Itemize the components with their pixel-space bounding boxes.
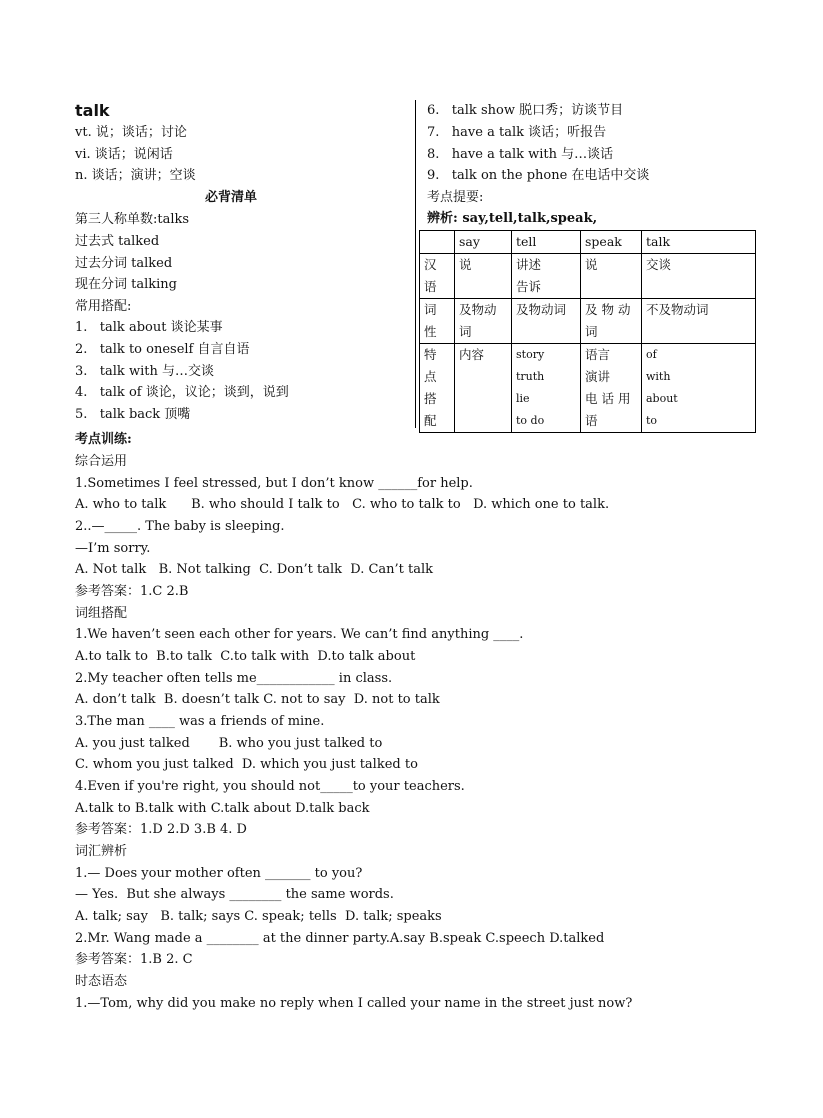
table-header-cell bbox=[420, 231, 455, 254]
cell-text: 说 bbox=[585, 257, 598, 272]
subsection-title: 词汇辨析 bbox=[75, 844, 128, 859]
cell-text: 演讲 bbox=[585, 369, 611, 384]
table-row bbox=[420, 344, 756, 433]
collocation-item: 1. talk about 谈论某事 bbox=[75, 320, 223, 335]
answer-key: 参考答案：1.C 2.B bbox=[75, 584, 189, 599]
cell-text: story bbox=[516, 348, 545, 361]
cell-text: 说 bbox=[459, 257, 472, 272]
form-past: 过去式 talked bbox=[75, 234, 160, 249]
cell-text: 不及物动词 bbox=[646, 302, 709, 317]
table-cell bbox=[512, 254, 581, 299]
table-header-cell: talk bbox=[642, 231, 756, 254]
form-present-participle: 现在分词 talking bbox=[75, 277, 177, 292]
question-text: 1.— Does your mother often _______ to you? bbox=[75, 866, 363, 881]
form-third-person: 第三人称单数:talks bbox=[75, 212, 190, 227]
definition-vt: vt. 说；谈话；讨论 bbox=[75, 125, 187, 140]
question-text: 1.Sometimes I feel stressed, but I don’t know ______for help. bbox=[75, 476, 473, 491]
answer-key: 参考答案：1.B 2. C bbox=[75, 952, 193, 967]
cell-text: with bbox=[646, 370, 671, 383]
comparison-table bbox=[419, 230, 756, 433]
table-row bbox=[420, 254, 756, 299]
question-text: 4.Even if you're right, you should not_____to your teachers. bbox=[75, 779, 465, 794]
answer-options: A. Not talk B. Not talking C. Don’t talk D. Can’t talk bbox=[75, 562, 434, 577]
answer-key: 参考答案：1.D 2.D 3.B 4. D bbox=[75, 822, 247, 837]
table-cell bbox=[642, 254, 756, 299]
cell-text: 特 bbox=[424, 347, 437, 362]
subsection-title: 词组搭配 bbox=[75, 606, 128, 621]
collocation-item: 2. talk to oneself 自言自语 bbox=[75, 342, 250, 357]
cell-text: 语言 bbox=[585, 347, 611, 362]
definition-n: n. 谈话；演讲；空谈 bbox=[75, 168, 196, 183]
section-title: 必背清单 bbox=[205, 190, 258, 205]
analysis-title: 辨析: say,tell,talk,speak, bbox=[427, 211, 598, 226]
question-text: 1.We haven’t seen each other for years. We can’t find anything ____. bbox=[75, 627, 524, 642]
table-cell bbox=[455, 344, 512, 433]
answer-options: A.to talk to B.to talk C.to talk with D.to talk about bbox=[75, 649, 416, 664]
answer-options: C. whom you just talked D. which you just talked to bbox=[75, 757, 418, 772]
form-past-participle: 过去分词 talked bbox=[75, 256, 173, 271]
table-cell bbox=[581, 254, 642, 299]
cell-text: lie bbox=[516, 392, 530, 405]
table-cell bbox=[581, 344, 642, 433]
question-text: 2.My teacher often tells me____________ in class. bbox=[75, 671, 393, 686]
cell-text: to bbox=[646, 414, 658, 427]
collocation-item: 7. have a talk 谈话；听报告 bbox=[427, 125, 607, 140]
table-cell bbox=[642, 344, 756, 433]
subsection-title: 综合运用 bbox=[75, 454, 128, 469]
question-text: — Yes. But she always ________ the same words. bbox=[75, 887, 394, 902]
collocation-item: 5. talk back 顶嘴 bbox=[75, 407, 191, 422]
column-divider bbox=[415, 100, 416, 428]
cell-text: to do bbox=[516, 414, 545, 427]
table-cell bbox=[455, 299, 512, 344]
cell-text: 词 bbox=[585, 324, 598, 339]
cell-text: 性 bbox=[424, 324, 437, 339]
cell-text: 配 bbox=[424, 413, 437, 428]
answer-options: A. who to talk B. who should I talk to C. who to talk to D. which one to talk. bbox=[75, 497, 610, 512]
table-header-cell: say bbox=[455, 231, 512, 254]
question-text: —I’m sorry. bbox=[75, 541, 151, 556]
table-header-row bbox=[420, 231, 756, 254]
cell-text: 及物动词 bbox=[516, 302, 567, 317]
cell-text: 交谈 bbox=[646, 257, 672, 272]
question-text: 1.—Tom, why did you make no reply when I called your name in the street just now? bbox=[75, 996, 633, 1011]
table-cell bbox=[420, 299, 455, 344]
table-header-cell: tell bbox=[512, 231, 581, 254]
collocation-item: 3. talk with 与…交谈 bbox=[75, 364, 214, 379]
hint-label: 考点提要: bbox=[427, 190, 484, 205]
question-text: 2.Mr. Wang made a ________ at the dinner party.A.say B.speak C.speech D.talked bbox=[75, 931, 605, 946]
collocation-item: 8. have a talk with 与…谈话 bbox=[427, 147, 614, 162]
answer-options: A. don’t talk B. doesn’t talk C. not to say D. not to talk bbox=[75, 692, 440, 707]
cell-text: 告诉 bbox=[516, 279, 542, 294]
cell-text: 语 bbox=[424, 279, 437, 294]
collocation-item: 4. talk of 谈论，议论；谈到，说到 bbox=[75, 385, 289, 400]
subsection-title: 时态语态 bbox=[75, 974, 128, 989]
definition-vi: vi. 谈话；说闲话 bbox=[75, 147, 173, 162]
answer-options: A. you just talked B. who you just talked to bbox=[75, 736, 383, 751]
cell-text: 及 物 动 bbox=[585, 302, 631, 317]
cell-text: 汉 bbox=[424, 257, 437, 272]
cell-text: 词 bbox=[424, 302, 437, 317]
cell-text: about bbox=[646, 392, 678, 405]
cell-text: 电 话 用 bbox=[585, 391, 631, 406]
cell-text: truth bbox=[516, 370, 545, 383]
cell-text: 语 bbox=[585, 413, 598, 428]
cell-text: 内容 bbox=[459, 347, 485, 362]
exercises-title: 考点训练: bbox=[75, 432, 132, 447]
headword: talk bbox=[75, 101, 110, 120]
cell-text: 讲述 bbox=[516, 257, 542, 272]
table-row bbox=[420, 299, 756, 344]
table-cell bbox=[581, 299, 642, 344]
answer-options: A.talk to B.talk with C.talk about D.talk back bbox=[75, 801, 370, 816]
table-cell bbox=[512, 344, 581, 433]
collocation-item: 9. talk on the phone 在电话中交谈 bbox=[427, 168, 650, 183]
table-cell bbox=[420, 254, 455, 299]
collocation-item: 6. talk show 脱口秀；访谈节目 bbox=[427, 103, 624, 118]
question-text: 3.The man ____ was a friends of mine. bbox=[75, 714, 325, 729]
answer-options: A. talk; say B. talk; says C. speak; tells D. talk; speaks bbox=[75, 909, 442, 924]
cell-text: 搭 bbox=[424, 391, 437, 406]
cell-text: 词 bbox=[459, 324, 472, 339]
cell-text: 及物动 bbox=[459, 302, 497, 317]
table-cell bbox=[512, 299, 581, 344]
table-cell bbox=[455, 254, 512, 299]
collocations-title: 常用搭配: bbox=[75, 299, 132, 314]
table-header-cell: speak bbox=[581, 231, 642, 254]
cell-text: 点 bbox=[424, 369, 437, 384]
question-text: 2..—_____. The baby is sleeping. bbox=[75, 519, 285, 534]
cell-text: of bbox=[646, 348, 657, 361]
table-cell bbox=[420, 344, 455, 433]
table-cell bbox=[642, 299, 756, 344]
